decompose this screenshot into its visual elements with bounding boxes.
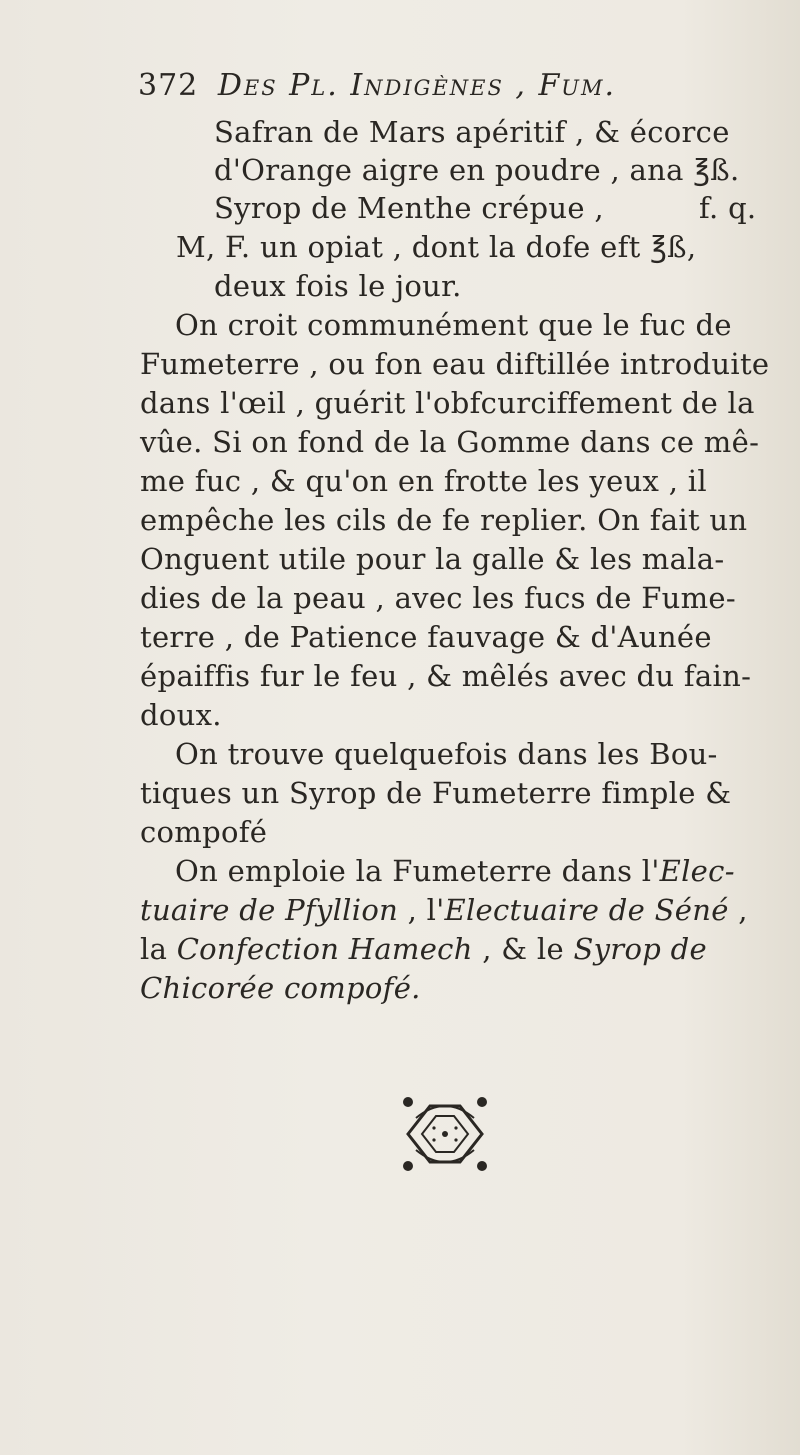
paragraph-2-line: On trouve quelquefois dans les Bou- (175, 737, 718, 771)
text-italic: Chicorée compofé. (140, 971, 421, 1005)
paragraph-1-line: empêche les cils de fe replier. On fait un (140, 503, 748, 537)
text-italic: Elec- (659, 854, 735, 888)
paragraph-2-line: compofé (140, 815, 268, 849)
text-italic: tuaire de Pfyllion (140, 893, 399, 927)
paragraph-1-line: dans l'œil , guérit l'obfcurciffement de la (140, 386, 755, 420)
recipe-line-1: Safran de Mars apéritif , & écorce (214, 115, 730, 149)
text-plain: , (728, 893, 748, 927)
paragraph-3-line-2 (140, 890, 748, 930)
text-italic: Confection Hamech (176, 932, 473, 966)
paragraph-1-line: épaiffis fur le feu , & mêlés avec du fain- (140, 659, 752, 693)
recipe-line-2: d'Orange aigre en poudre , ana ℥ß. (214, 153, 740, 187)
text-plain: On emploie la Fumeterre dans l' (175, 854, 660, 888)
running-header (138, 68, 738, 110)
text-italic: Syrop de (573, 932, 707, 966)
page-number: 372 (138, 68, 199, 103)
paragraph-3-line-3 (140, 929, 707, 969)
paragraph-1-line: Onguent utile pour la galle & les mala- (140, 542, 725, 576)
paragraph-1-line: On croit communément que le fuc de (175, 308, 732, 342)
paragraph-3-line-1 (175, 851, 735, 891)
paragraph-1-line: me fuc , & qu'on en frotte les yeux , il (140, 464, 707, 498)
recipe-line-3: Syrop de Menthe crépue , f. q. (214, 191, 757, 225)
text-plain: , l' (398, 893, 445, 927)
paragraph-2-line: tiques un Syrop de Fumeterre fimple & (140, 776, 732, 810)
paragraph-1-line: doux. (140, 698, 222, 732)
paragraph-1-line: Fumeterre , ou fon eau diftillée introduite (140, 347, 770, 381)
text-plain: , & le (472, 932, 574, 966)
paragraph-1-line: vûe. Si on fond de la Gomme dans ce mê- (140, 425, 760, 459)
paragraph-3-line-4 (140, 968, 421, 1008)
text-italic: Electuaire de Séné (444, 893, 729, 927)
recipe-line-4: M, F. un opiat , dont la dofe eft ℥ß, (176, 230, 697, 264)
text-plain: la (140, 932, 177, 966)
paragraph-1-line: dies de la peau , avec les fucs de Fume- (140, 581, 736, 615)
printer-ornament-icon (398, 1088, 492, 1176)
running-title: Des Pl. Indigènes , Fum. (217, 68, 617, 103)
paragraph-1-line: terre , de Patience fauvage & d'Aunée (140, 620, 712, 654)
recipe-line-5: deux fois le jour. (214, 269, 462, 303)
